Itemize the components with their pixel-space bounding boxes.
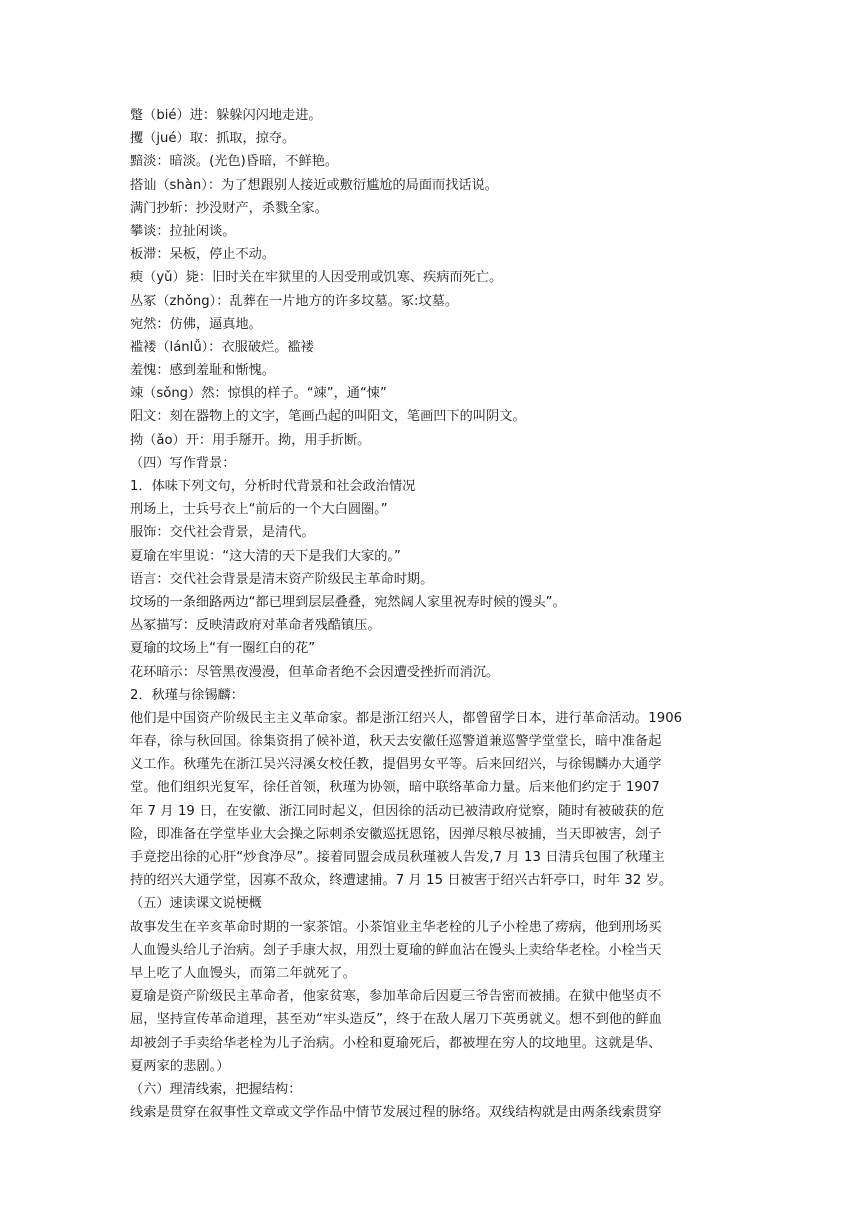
- background-line: 刑场上，士兵号衣上“前后的一个大白圆圈。”: [130, 502, 388, 518]
- background-line: 语言：交代社会背景是清末资产阶级民主革命时期。: [130, 571, 434, 587]
- vocab-line: 竦（sǒng）然：惊惧的样子。“竦”，通“悚”: [130, 386, 387, 402]
- subheading-analyze-sentences: 1．体味下列文句，分析时代背景和社会政治情况: [130, 479, 416, 494]
- section-heading-background: （四）写作背景：: [130, 455, 236, 471]
- background-line: 服饰：交代社会背景，是清代。: [130, 525, 315, 541]
- paragraph-line: 手竟挖出徐的心肝“炒食净尽”。接着同盟会成员秋瑾被人告发,7 月 13 日清兵包围了秋瑾主: [130, 850, 665, 865]
- paragraph-line: 堂。他们组织光复军，徐任首领，秋瑾为协领，暗中联络革命力量。后来他们约定于 1907: [130, 780, 660, 796]
- paragraph-line: 他们是中国资产阶级民主主义革命家。都是浙江绍兴人，都曾留学日本，进行革命活动。1906: [130, 710, 683, 726]
- vocab-line: 褴褛（lánlǚ）：衣服破烂。褴褛: [130, 339, 314, 355]
- paragraph-line: 持的绍兴大通学堂，因寡不敌众，终遭逮捕。7 月 15 日被害于绍兴古轩亭口，时年 32 岁。: [130, 873, 673, 889]
- paragraph-line: 年 7 月 19 日，在安徽、浙江同时起义，但因徐的活动已被清政府觉察，随时有被破获的危: [130, 803, 665, 819]
- vocab-line: 丛冢（zhǒng）：乱葬在一片地方的许多坟墓。冢:坟墓。: [130, 293, 459, 309]
- paragraph-line: 人血馒头给儿子治病。刽子手康大叔，用烈士夏瑜的鲜血沾在馒头上卖给华老栓。小栓当天: [130, 942, 662, 958]
- vocab-line: 宛然：仿佛，逼真地。: [130, 316, 262, 332]
- vocab-line: 攫（jué）取：抓取，掠夺。: [130, 131, 296, 147]
- section-heading-structure: （六）理清线索，把握结构：: [130, 1081, 302, 1097]
- paragraph-line: 故事发生在辛亥革命时期的一家茶馆。小茶馆业主华老栓的儿子小栓患了痨病，他到刑场买: [130, 919, 662, 935]
- paragraph-line: 却被刽子手卖给华老栓为儿子治病。小栓和夏瑜死后，都被埋在穷人的坟地里。这就是华、: [130, 1035, 662, 1051]
- vocab-line: 蹩（bié）进：躲躲闪闪地走进。: [130, 108, 322, 123]
- vocab-line: 瘐（yǔ）毙：旧时关在牢狱里的人因受刑或饥寒、疾病而死亡。: [130, 270, 503, 286]
- paragraph-line: 线索是贯穿在叙事性文章或文学作品中情节发展过程的脉络。双线结构就是由两条线索贯穿: [130, 1105, 662, 1121]
- background-line: 花环暗示：尽管黑夜漫漫，但革命者绝不会因遭受挫折而消沉。: [130, 664, 500, 680]
- vocab-line: 羞愧：感到羞耻和惭愧。: [130, 363, 276, 379]
- vocab-line: 黯淡：暗淡。(光色)昏暗，不鲜艳。: [130, 154, 339, 170]
- paragraph-line: 义工作。秋瑾先在浙江吴兴浔溪女校任教，提倡男女平等。后来回绍兴，与徐锡麟办大通学: [130, 757, 662, 773]
- vocab-line: 满门抄斩：抄没财产，杀戮全家。: [130, 200, 328, 216]
- vocab-line: 板滞：呆板，停止不动。: [130, 247, 276, 263]
- background-line: 坟场的一条细路两边“都已埋到层层叠叠，宛然阔人家里祝寿时候的馒头”。: [130, 594, 566, 610]
- background-line: 夏瑜在牢里说：“这大清的天下是我们大家的。”: [130, 548, 401, 564]
- vocab-line: 拗（ǎo）开：用手掰开。拗，用手折断。: [130, 432, 371, 448]
- document-body: [130, 104, 740, 1124]
- paragraph-line: 年春，徐与秋回国。徐集资捐了候补道，秋天去安徽任巡警道兼巡警学堂堂长，暗中准备起: [130, 734, 662, 750]
- section-heading-summary: （五）速读课文说梗概: [130, 896, 262, 912]
- background-line: 夏瑜的坟场上“有一圈红白的花”: [130, 641, 316, 657]
- vocab-line: 搭讪（shàn）：为了想跟别人接近或敷衍尴尬的局面而找话说。: [130, 177, 498, 193]
- vocab-line: 攀谈：拉扯闲谈。: [130, 223, 236, 239]
- subheading-qiujin-xuxilin: 2．秋瑾与徐锡麟：: [130, 687, 244, 703]
- paragraph-line: 夏两家的悲剧。）: [130, 1058, 230, 1074]
- paragraph-line: 早上吃了人血馒头，而第二年就死了。: [130, 965, 356, 981]
- vocab-line: 阳文：刻在器物上的文字，笔画凸起的叫阳文，笔画凹下的叫阴文。: [130, 409, 526, 425]
- background-line: 丛冢描写：反映清政府对革命者残酷镇压。: [130, 618, 381, 634]
- paragraph-line: 险，即准备在学堂毕业大会操之际刺杀安徽巡抚恩铭，因弹尽粮尽被捕，当天即被害，刽子: [130, 826, 662, 842]
- paragraph-line: 屈，坚持宣传革命道理，甚至劝“牢头造反”，终于在敌人屠刀下英勇就义。想不到他的鲜血: [130, 1012, 663, 1028]
- paragraph-line: 夏瑜是资产阶级民主革命者，他家贫寒，参加革命后因夏三爷告密而被捕。在狱中他坚贞不: [130, 989, 662, 1005]
